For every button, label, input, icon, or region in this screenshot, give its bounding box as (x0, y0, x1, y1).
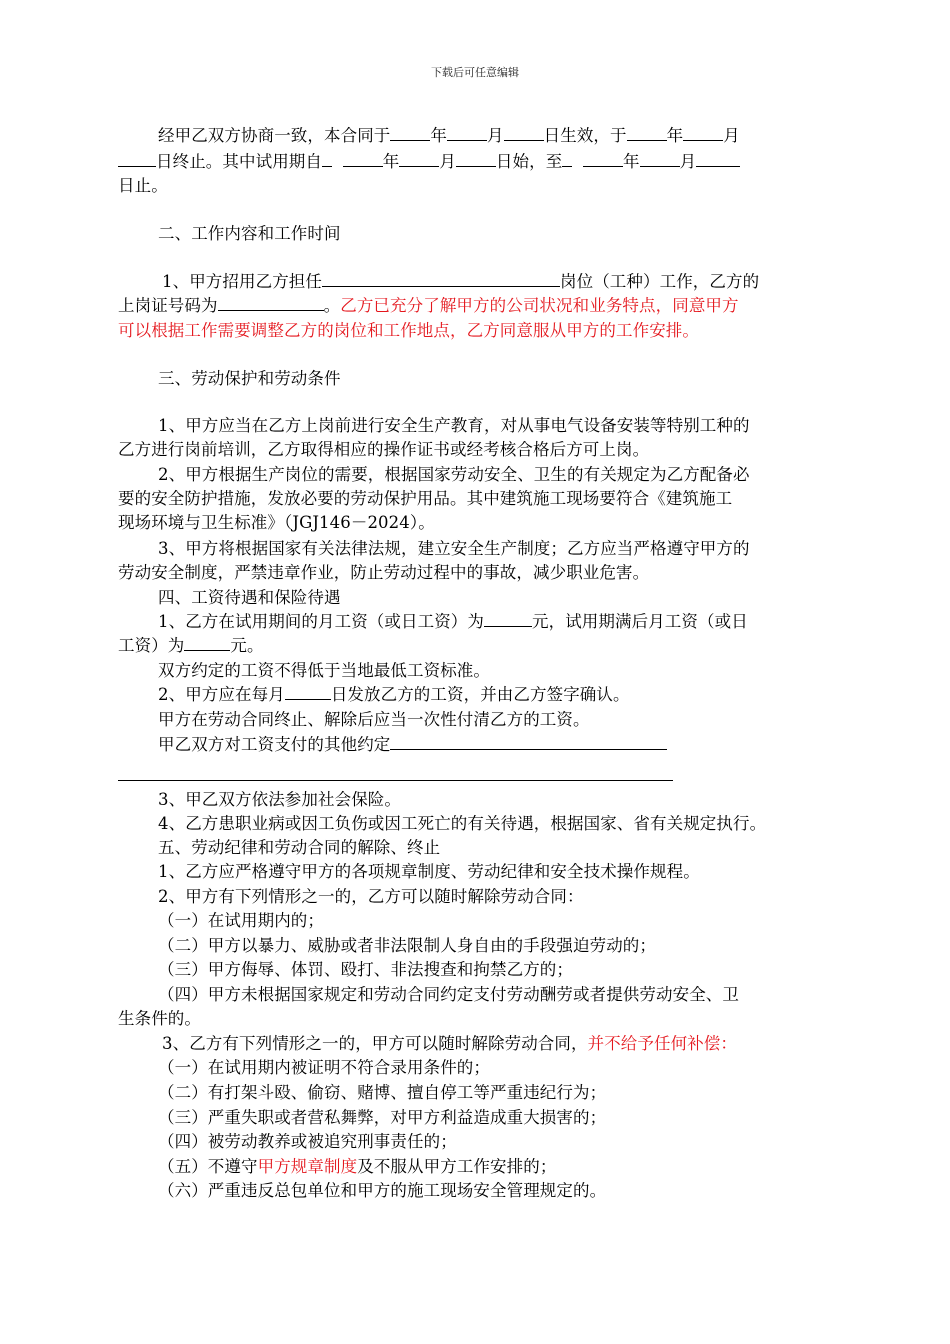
section-3-item-2-line-1: 2、甲方根据生产岗位的需要，根据国家劳动安全、卫生的有关规定为乙方配备必 (158, 465, 750, 484)
section-3-item-2-line-3: 现场环境与卫生标准》（JGJ146－2024）。 (118, 513, 435, 532)
blank-fill-line (118, 780, 673, 781)
emphasis-text: 甲方规章制度 (257, 1157, 358, 1176)
effective-line-3: 日止。 (118, 176, 168, 195)
section-3-item-3-line-2: 劳动安全制度，严禁违章作业，防止劳动过程中的事故，减少职业危害。 (118, 563, 650, 582)
section-4-item-4: 4、乙方患职业病或因工负伤或因工死亡的有关待遇，根据国家、省有关规定执行。 (158, 814, 767, 833)
section-4-item-1-line-2: 工资）为 元。 (118, 636, 264, 655)
section-5-item-3-sub-6: （六）严重违反总包单位和甲方的施工现场安全管理规定的。 (158, 1181, 607, 1200)
section-5-item-3-sub-1: （一）在试用期内被证明不符合录用条件的； (158, 1058, 490, 1077)
section-3-item-2-line-2: 要的安全防护措施，发放必要的劳动保护用品。其中建筑施工现场要符合《建筑施工 (118, 489, 733, 508)
section-3-item-3-line-1: 3、甲方将根据国家有关法律法规，建立安全生产制度；乙方应当严格遵守甲方的 (158, 539, 750, 558)
section-3-item-1-line-2: 乙方进行岗前培训，乙方取得相应的操作证书或经考核合格后方可上岗。 (118, 440, 650, 459)
section-5-item-2-sub-1: （一）在试用期内的； (158, 911, 324, 930)
section-5-item-2-sub-3: （三）甲方侮辱、体罚、殴打、非法搜查和拘禁乙方的； (158, 960, 573, 979)
section-2-item-1-line-3: 可以根据工作需要调整乙方的岗位和工作地点，乙方同意服从甲方的工作安排。 (118, 321, 699, 340)
section-4-item-3: 3、甲乙双方依法参加社会保险。 (158, 790, 401, 809)
section-2-title: 二、工作内容和工作时间 (158, 224, 341, 243)
section-2-item-1-line-2: 上岗证号码为 。乙方已充分了解甲方的公司状况和业务特点，同意甲方 (118, 296, 739, 315)
section-4-other-agreement: 甲乙双方对工资支付的其他约定 (158, 733, 888, 757)
section-4-item-2: 2、甲方应在每月 日发放乙方的工资，并由乙方签字确认。 (158, 685, 630, 704)
section-5-item-3-sub-2: （二）有打架斗殴、偷窃、赌博、擅自停工等严重违纪行为； (158, 1083, 607, 1102)
effective-line-2: 日终止。其中试用期自 年 月 日始，至 年 月 (118, 150, 848, 174)
section-5-item-3-sub-5: （五）不遵守甲方规章制度及不服从甲方工作安排的； (158, 1157, 557, 1176)
section-3-item-1-line-1: 1、甲方应当在乙方上岗前进行安全生产教育，对从事电气设备安装等特别工种的 (158, 416, 750, 435)
section-4-min-wage: 双方约定的工资不得低于当地最低工资标准。 (158, 661, 490, 680)
section-5-item-2-sub-4-line-1: （四）甲方未根据国家规定和劳动合同约定支付劳动酬劳或者提供劳动安全、卫 (158, 985, 739, 1004)
section-5-item-3-sub-3: （三）严重失职或者营私舞弊，对甲方利益造成重大损害的； (158, 1108, 607, 1127)
emphasis-text: 乙方已充分了解甲方的公司状况和业务特点，同意甲方 (340, 296, 739, 315)
emphasis-text: 并不给予任何补偿： (587, 1034, 738, 1053)
section-4-item-1-line-1: 1、乙方在试用期间的月工资（或日工资）为 元，试用期满后月工资（或日 (158, 612, 748, 631)
section-4-settlement: 甲方在劳动合同终止、解除后应当一次性付清乙方的工资。 (158, 710, 590, 729)
section-4-title: 四、工资待遇和保险待遇 (158, 588, 341, 607)
section-5-item-2: 2、甲方有下列情形之一的，乙方可以随时解除劳动合同： (158, 887, 584, 906)
section-3-title: 三、劳动保护和劳动条件 (158, 369, 341, 388)
page-header: 下载后可任意编辑 (431, 66, 519, 79)
section-2-item-1-line-1: 1、甲方招用乙方担任 岗位（工种）工作，乙方的 (162, 272, 760, 291)
effective-line-1: 经甲乙双方协商一致，本合同于 年 月 日生效，于 年 月 (158, 126, 740, 145)
section-5-item-1: 1、乙方应严格遵守甲方的各项规章制度、劳动纪律和安全技术操作规程。 (158, 862, 700, 881)
section-5-item-3-sub-4: （四）被劳动教养或被追究刑事责任的； (158, 1132, 457, 1151)
section-5-item-3: 3、乙方有下列情形之一的，甲方可以随时解除劳动合同，并不给予任何补偿： (162, 1034, 738, 1053)
section-5-item-2-sub-2: （二）甲方以暴力、威胁或者非法限制人身自由的手段强迫劳动的； (158, 936, 656, 955)
section-5-title: 五、劳动纪律和劳动合同的解除、终止 (158, 838, 441, 857)
section-5-item-2-sub-4-line-2: 生条件的。 (118, 1009, 201, 1028)
